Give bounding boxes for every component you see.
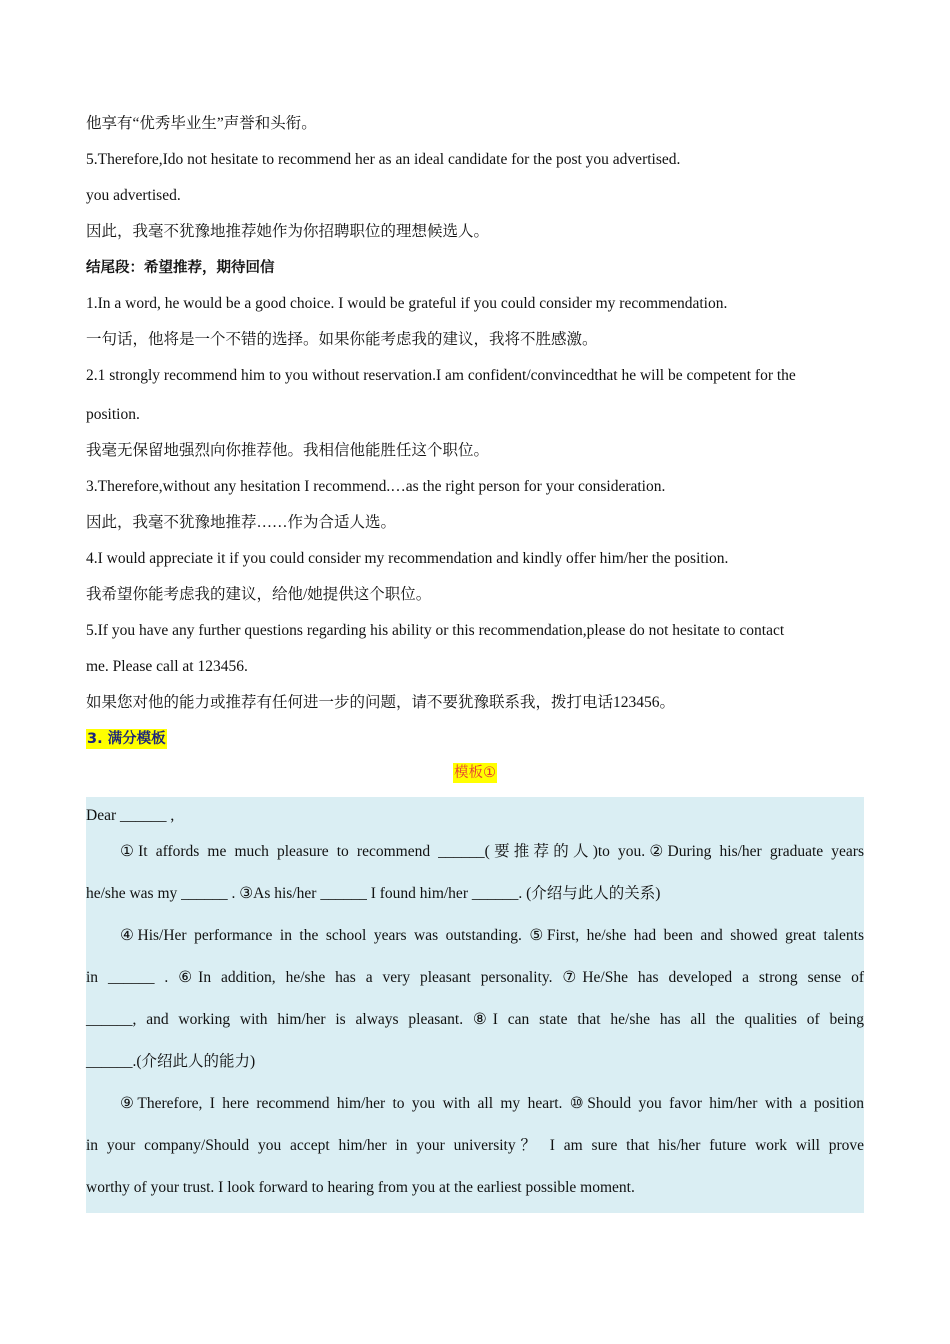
template-line: ④His/Her performance in the school years was outstanding. ⑤First, he/she had been and showed great talents [120, 927, 864, 944]
text-line: 5.Therefore,Ido not hesitate to recommend her as an ideal candidate for the post you advertised. [86, 151, 681, 168]
template-line: in ______ . ⑥In addition, he/she has a very pleasant personality. ⑦He/She has developed a strong sense of [86, 969, 864, 986]
template-line: ⑨Therefore, I here recommend him/her to you with all my heart. ⑩Should you favor him/her with a position [120, 1095, 864, 1112]
text-line: 2.1 strongly recommend him to you without reservation.I am confident/convincedthat he will be competent for the [86, 367, 796, 384]
text-line: you advertised. [86, 187, 181, 204]
text-line: 3.Therefore,without any hesitation I recommend.…as the right person for your consideration. [86, 478, 666, 495]
template-box [86, 797, 864, 1213]
text-line: 因此，我毫不犹豫地推荐她作为你招聘职位的理想候选人。 [86, 223, 490, 240]
template-line: in your company/Should you accept him/her in your university？ I am sure that his/her future work will prove [86, 1137, 864, 1154]
part-heading-row [86, 727, 864, 751]
document-page [86, 112, 864, 1213]
text-line: 他享有“优秀毕业生”声誉和头衔。 [86, 115, 317, 132]
template-title-row [86, 763, 864, 787]
template-title: 模板① [454, 765, 496, 781]
text-line: 4.I would appreciate it if you could consider my recommendation and kindly offer him/her the position. [86, 550, 729, 567]
text-line: 如果您对他的能力或推荐有任何进一步的问题，请不要犹豫联系我，拨打电话123456。 [86, 694, 676, 711]
section-heading: 结尾段：希望推荐，期待回信 [86, 260, 275, 276]
text-line: me. Please call at 123456. [86, 658, 248, 675]
text-line: position. [86, 406, 140, 423]
part-heading: 3. 满分模板 [87, 731, 166, 747]
template-line: ______, and working with him/her is always pleasant. ⑧I can state that he/she has all the qualities of being [86, 1011, 864, 1028]
text-line: 5.If you have any further questions regarding his ability or this recommendation,please do not hesitate to contact [86, 622, 785, 639]
text-line: 因此，我毫不犹豫地推荐……作为合适人选。 [86, 514, 397, 531]
template-line: worthy of your trust. I look forward to hearing from you at the earliest possible moment. [86, 1179, 635, 1196]
text-line: 一句话，他将是一个不错的选择。如果你能考虑我的建议，我将不胜感激。 [86, 331, 598, 348]
template-line: ______.(介绍此人的能力) [86, 1053, 256, 1070]
template-greeting: Dear ______ , [86, 807, 175, 824]
template-line: ①It affords me much pleasure to recommend ______(要推荐的人)to you.②During his/her graduate years [120, 843, 864, 860]
text-line: 我毫无保留地强烈向你推荐他。我相信他能胜任这个职位。 [86, 442, 490, 459]
text-line: 1.In a word, he would be a good choice. I would be grateful if you could consider my recommendation. [86, 295, 728, 312]
template-line: he/she was my ______ . ③As his/her ______ I found him/her ______. (介绍与此人的关系) [86, 885, 661, 902]
text-line: 我希望你能考虑我的建议，给他/她提供这个职位。 [86, 586, 432, 603]
